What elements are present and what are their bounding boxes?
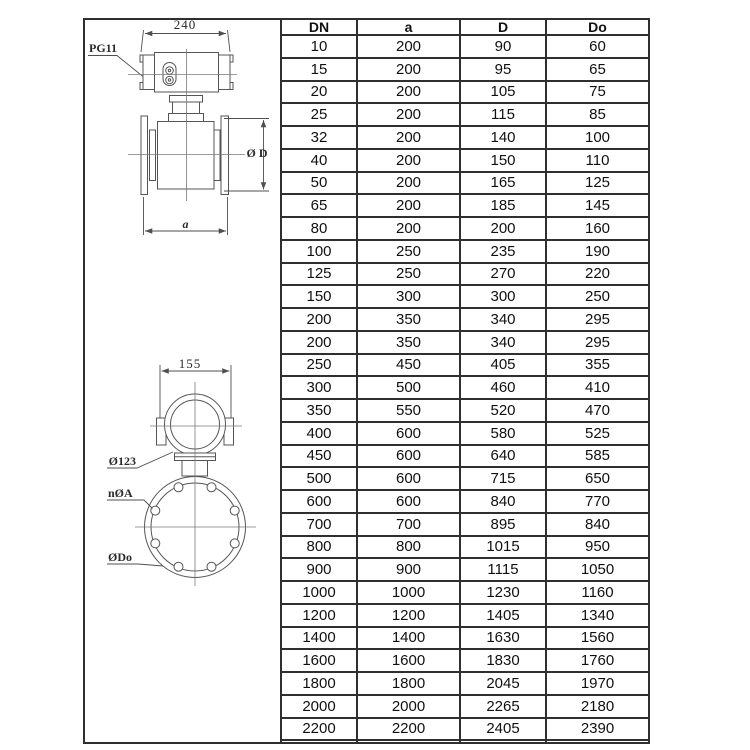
table-cell: 1560 [546,627,649,650]
table-cell: 200 [357,58,460,81]
table-cell: 300 [357,285,460,308]
table-cell: 1400 [357,627,460,650]
flow-tube-body [141,96,229,195]
table-cell: 2180 [546,695,649,718]
table-cell: 1050 [546,558,649,581]
table-row [281,217,649,240]
table-row [281,422,649,445]
table-row [281,672,649,695]
table-cell [281,740,357,743]
table-cell: 1800 [281,672,357,695]
table-cell: 1230 [460,581,546,604]
table-cell [460,740,546,743]
table-row [281,399,649,422]
table-cell: 950 [546,536,649,559]
table-cell: 410 [546,376,649,399]
table-cell: 500 [357,376,460,399]
table-cell: 250 [546,285,649,308]
table-row [281,467,649,490]
table-header-cell: a [357,19,460,35]
flange-dia-label: Ø D [246,146,268,160]
table-cell: 640 [460,445,546,468]
table-cell: 350 [357,308,460,331]
table-cell: 200 [357,126,460,149]
table-cell: 300 [460,285,546,308]
table-cell: 200 [357,149,460,172]
table-header-cell: DN [281,19,357,35]
table-cell: 800 [281,536,357,559]
table-row [281,627,649,650]
table-cell: 1600 [281,649,357,672]
table-row [281,58,649,81]
table-cell: 10 [281,35,357,58]
table-cell: 2200 [357,718,460,741]
table-row [281,445,649,468]
table-row [281,536,649,559]
table-row [281,308,649,331]
table-header-row [281,19,649,35]
table-cell: 165 [460,172,546,195]
table-cell: 90 [460,35,546,58]
table-row [281,604,649,627]
table-cell: 1115 [460,558,546,581]
table-cell: 2000 [357,695,460,718]
table-cell: 200 [460,217,546,240]
table-cell: 200 [357,217,460,240]
table-cell: 1200 [281,604,357,627]
table-row [281,376,649,399]
table-cell: 450 [357,354,460,377]
table-cell: 200 [357,35,460,58]
table-cell: 200 [281,331,357,354]
converter-dia-label: Ø123 [108,454,136,468]
table-cell: 1630 [460,627,546,650]
table-cell: 190 [546,240,649,263]
cable-gland-leader [88,56,146,80]
flowmeter-diagram [85,20,280,742]
table-cell: 25 [281,103,357,126]
table-row [281,718,649,741]
table-row [281,149,649,172]
table-cell: 1000 [357,581,460,604]
table-cell: 2000 [281,695,357,718]
table-row [281,126,649,149]
diagram-panel [83,18,280,744]
table-cell: 140 [460,126,546,149]
table-header-cell: Do [546,19,649,35]
table-cell: 50 [281,172,357,195]
bolt-holes-leader [107,500,153,509]
table-cell: 100 [281,240,357,263]
table-cell: 350 [357,331,460,354]
table-cell: 1800 [357,672,460,695]
table-cell: 160 [546,217,649,240]
table-cell: 2265 [460,695,546,718]
table-cell: 40 [281,149,357,172]
left-flange [141,116,148,195]
table-cell: 105 [460,81,546,104]
table-cell: 85 [546,103,649,126]
table-row [281,513,649,536]
table-cell: 200 [357,172,460,195]
table-cell: 80 [281,217,357,240]
table-cell: 400 [281,422,357,445]
right-flange [221,116,229,195]
table-row [281,240,649,263]
table-cell: 2390 [546,718,649,741]
table-row [281,263,649,286]
table-cell: 200 [357,194,460,217]
table-cell: 840 [546,513,649,536]
table-cell: 405 [460,354,546,377]
table-row [281,490,649,513]
table-cell: 1200 [357,604,460,627]
table-cell: 250 [357,263,460,286]
table-cell: 295 [546,308,649,331]
table-cell: 185 [460,194,546,217]
table-row [281,81,649,104]
content-frame [83,18,650,744]
table-cell: 235 [460,240,546,263]
table-cell: 350 [281,399,357,422]
table-cell: 15 [281,58,357,81]
table-cell: 600 [357,422,460,445]
table-cell [357,740,460,743]
table-cell: 300 [281,376,357,399]
table-cell: 1405 [460,604,546,627]
table-cell: 200 [357,103,460,126]
table-cell: 2200 [281,718,357,741]
table-header-cell: D [460,19,546,35]
side-view [88,20,269,235]
table-cell: 1970 [546,672,649,695]
table-cell: 1015 [460,536,546,559]
table-body [281,35,649,743]
table-cell: 1830 [460,649,546,672]
table-cell: 20 [281,81,357,104]
table-cell: 60 [546,35,649,58]
table-row [281,103,649,126]
table-cell: 125 [546,172,649,195]
table-cell: 2405 [460,718,546,741]
table-cell: 715 [460,467,546,490]
table-row [281,354,649,377]
table-cell: 32 [281,126,357,149]
table-row [281,35,649,58]
table-cell: 100 [546,126,649,149]
table-cell: 65 [281,194,357,217]
table-cell: 220 [546,263,649,286]
table-cell: 250 [281,354,357,377]
table-cell [546,740,649,743]
table-row [281,581,649,604]
table-row [281,331,649,354]
front-view [107,356,256,586]
table-cell: 900 [357,558,460,581]
table-cell: 895 [460,513,546,536]
side-width-dim-text: 240 [173,20,197,32]
table-row [281,194,649,217]
table-cell: 150 [460,149,546,172]
table-cell: 580 [460,422,546,445]
table-cell: 550 [357,399,460,422]
table-cell: 700 [281,513,357,536]
table-cell: 650 [546,467,649,490]
cable-gland-label: PG11 [89,41,118,55]
table-row [281,695,649,718]
table-cell: 600 [357,467,460,490]
table-cell: 125 [281,263,357,286]
table-row [281,285,649,308]
outer-dia-label: ØDo [108,550,132,564]
table-row [281,558,649,581]
table-cell: 1760 [546,649,649,672]
table-cell: 250 [357,240,460,263]
front-width-dim-text: 155 [178,356,202,371]
table-cell: 65 [546,58,649,81]
outer-dia-leader [107,564,163,566]
table-cell: 200 [357,81,460,104]
table-row [281,172,649,195]
table-cell: 1160 [546,581,649,604]
table-cell: 150 [281,285,357,308]
bolt-holes-label: nØA [108,486,133,500]
table-row [281,649,649,672]
table-cell: 340 [460,308,546,331]
table-cell: 770 [546,490,649,513]
table-cell: 585 [546,445,649,468]
table-cell: 295 [546,331,649,354]
table-cell: 145 [546,194,649,217]
table-cell: 200 [281,308,357,331]
table-cell: 1600 [357,649,460,672]
table-cell: 525 [546,422,649,445]
table-cell: 95 [460,58,546,81]
table-cell: 1340 [546,604,649,627]
table-cell: 340 [460,331,546,354]
table-cell: 470 [546,399,649,422]
table-cell: 75 [546,81,649,104]
table-cell: 1000 [281,581,357,604]
table-cell: 520 [460,399,546,422]
table-cell: 600 [357,445,460,468]
table-cell: 600 [357,490,460,513]
table-cell: 1400 [281,627,357,650]
table-cell: 600 [281,490,357,513]
table-cell: 800 [357,536,460,559]
table-cell: 460 [460,376,546,399]
table-cell: 900 [281,558,357,581]
table-cell: 270 [460,263,546,286]
dimension-table [280,18,650,744]
table-cell: 110 [546,149,649,172]
table-cell: 450 [281,445,357,468]
length-dim-label: a [182,217,189,231]
table-cell: 355 [546,354,649,377]
table-cell: 500 [281,467,357,490]
table-row [281,740,649,743]
table-cell: 115 [460,103,546,126]
table-cell: 700 [357,513,460,536]
table-cell: 2045 [460,672,546,695]
table-cell: 840 [460,490,546,513]
